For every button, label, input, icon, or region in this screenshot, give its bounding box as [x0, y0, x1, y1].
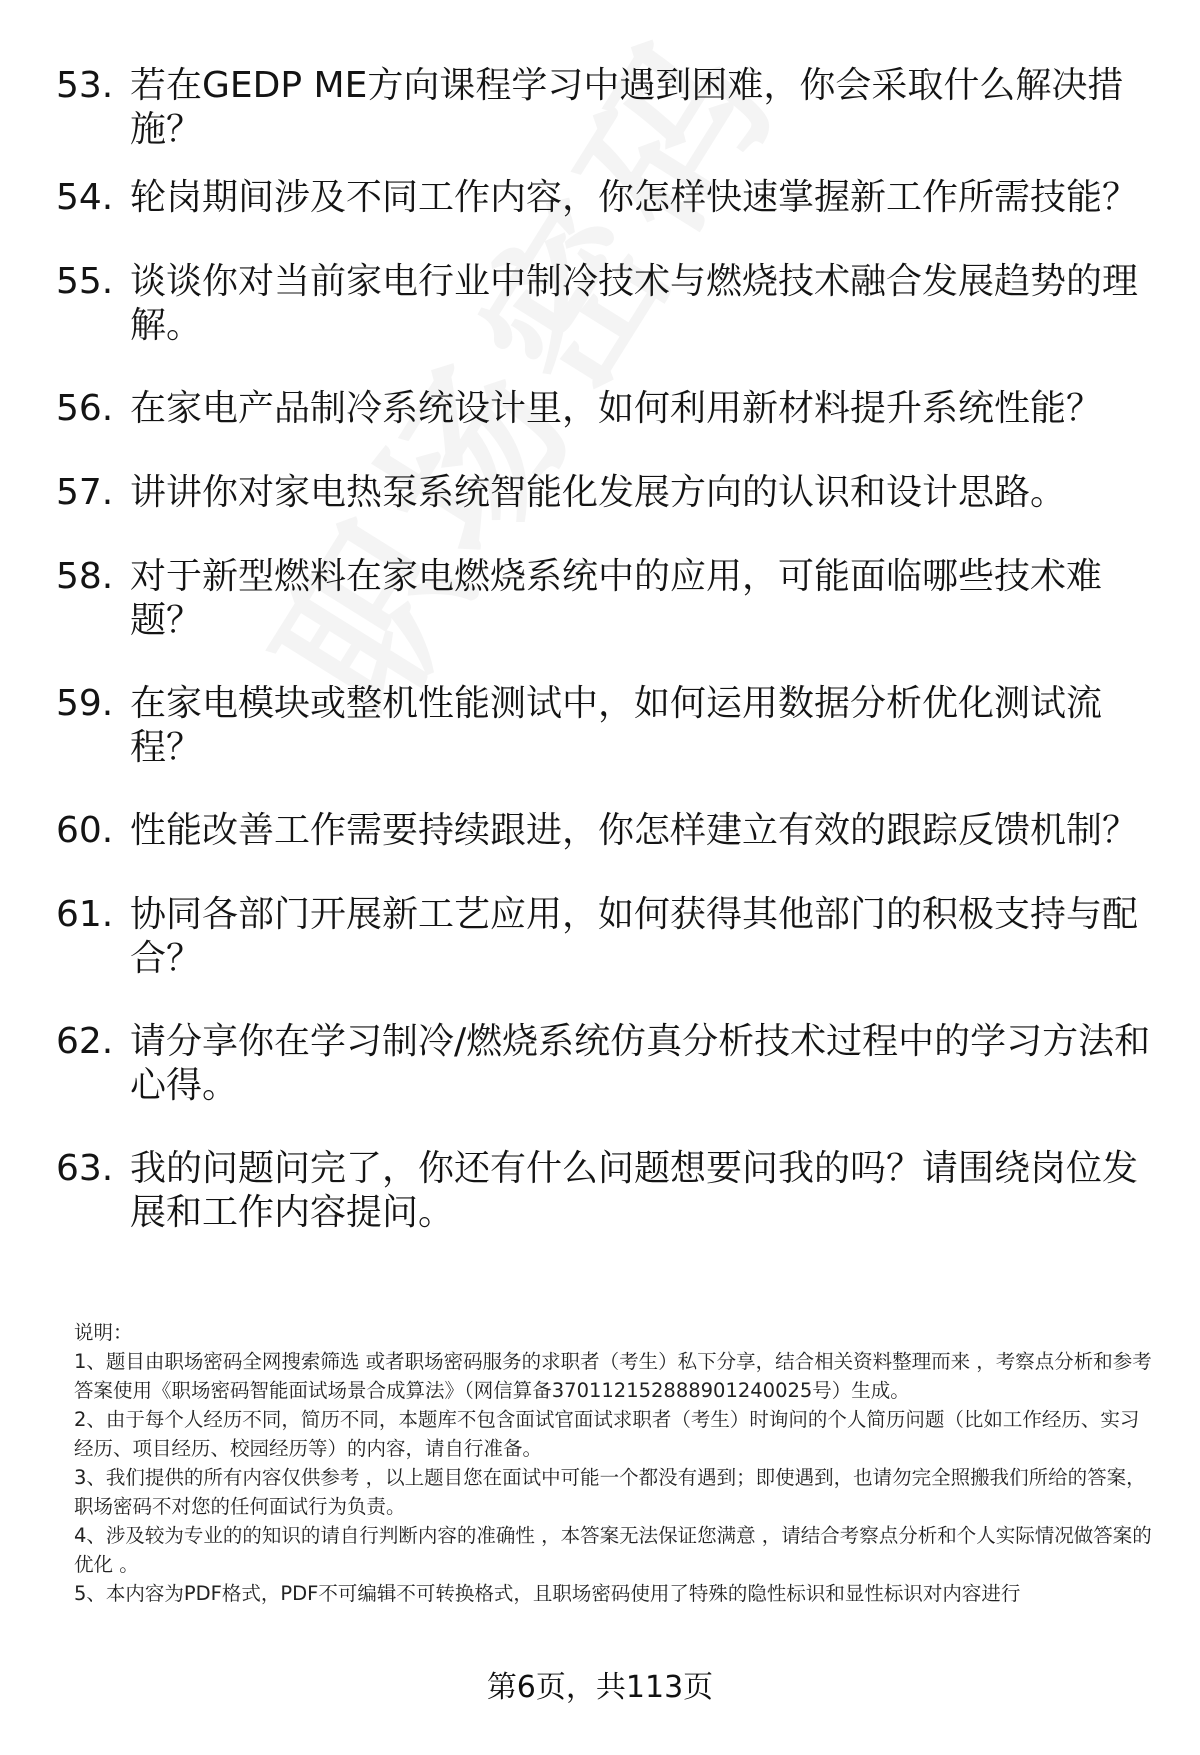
question-number: 54.: [56, 177, 114, 218]
question-text: 请分享你在学习制冷/燃烧系统仿真分析技术过程中的学习方法和心得。: [130, 1021, 1151, 1106]
question-text: 在家电产品制冷系统设计里，如何利用新材料提升系统性能？: [130, 388, 1103, 429]
note-item: 2、由于每个人经历不同，简历不同，本题库不包含面试官面试求职者（考生）时询问的个人简历问题（比如工作经历、实习经历、项目经历、校园经历等）的内容，请自行准备。: [74, 1408, 1140, 1460]
question-text: 我的问题问完了，你还有什么问题想要问我的吗？请围绕岗位发展和工作内容提问。: [130, 1148, 1139, 1233]
notes-section: [74, 1318, 1154, 1608]
question-number: 58.: [56, 556, 114, 597]
question-number: 55.: [56, 261, 114, 302]
question-number: 57.: [56, 472, 114, 513]
question-item: [56, 176, 1156, 220]
question-item: [56, 471, 1156, 515]
question-item: [56, 1020, 1156, 1108]
question-text: 若在GEDP ME方向课程学习中遇到困难，你会采取什么解决措施？: [130, 65, 1124, 150]
question-item: [56, 64, 1156, 152]
question-number: 63.: [56, 1148, 114, 1189]
question-number: 60.: [56, 810, 114, 851]
page-indicator: 第6页，共113页: [486, 1670, 714, 1705]
question-text: 谈谈你对当前家电行业中制冷技术与燃烧技术融合发展趋势的理解。: [130, 261, 1139, 346]
question-number: 61.: [56, 894, 114, 935]
question-number: 59.: [56, 683, 114, 724]
question-item: [56, 893, 1156, 981]
note-item: 3、我们提供的所有内容仅供参考 ，以上题目您在面试中可能一个都没有遇到；即使遇到，也请勿完全照搬我们所给的答案，职场密码不对您的任何面试行为负责。: [74, 1466, 1146, 1518]
question-item: [56, 682, 1156, 770]
question-item: [56, 555, 1156, 643]
question-text: 性能改善工作需要持续跟进，你怎样建立有效的跟踪反馈机制？: [130, 810, 1139, 851]
question-item: [56, 1147, 1156, 1235]
question-number: 56.: [56, 388, 114, 429]
question-item: [56, 809, 1156, 853]
question-item: [56, 387, 1156, 431]
question-text: 协同各部门开展新工艺应用，如何获得其他部门的积极支持与配合？: [130, 894, 1139, 979]
question-number: 62.: [56, 1021, 114, 1062]
question-text: 在家电模块或整机性能测试中，如何运用数据分析优化测试流程？: [130, 683, 1103, 768]
question-number: 53.: [56, 65, 114, 106]
notes-title: 说明：: [74, 1321, 133, 1344]
question-text: 对于新型燃料在家电燃烧系统中的应用，可能面临哪些技术难题？: [130, 556, 1103, 641]
note-item: 4、涉及较为专业的的知识的请自行判断内容的准确性 ，本答案无法保证您满意 ，请结合考察点分析和个人实际情况做答案的优化 。: [74, 1524, 1152, 1576]
note-item: 5、本内容为PDF格式，PDF不可编辑不可转换格式，且职场密码使用了特殊的隐性标识和显性标识对内容进行: [74, 1582, 1021, 1605]
note-item: 1、题目由职场密码全网搜索筛选 或者职场密码服务的求职者（考生）私下分享，结合相关资料整理而来 ，考察点分析和参考答案使用《职场密码智能面试场景合成算法》（网信算备370112152888901240025号）生成。: [74, 1350, 1152, 1402]
question-item: [56, 260, 1156, 348]
question-text: 轮岗期间涉及不同工作内容，你怎样快速掌握新工作所需技能？: [130, 177, 1139, 218]
question-text: 讲讲你对家电热泵系统智能化发展方向的认识和设计思路。: [130, 472, 1067, 513]
